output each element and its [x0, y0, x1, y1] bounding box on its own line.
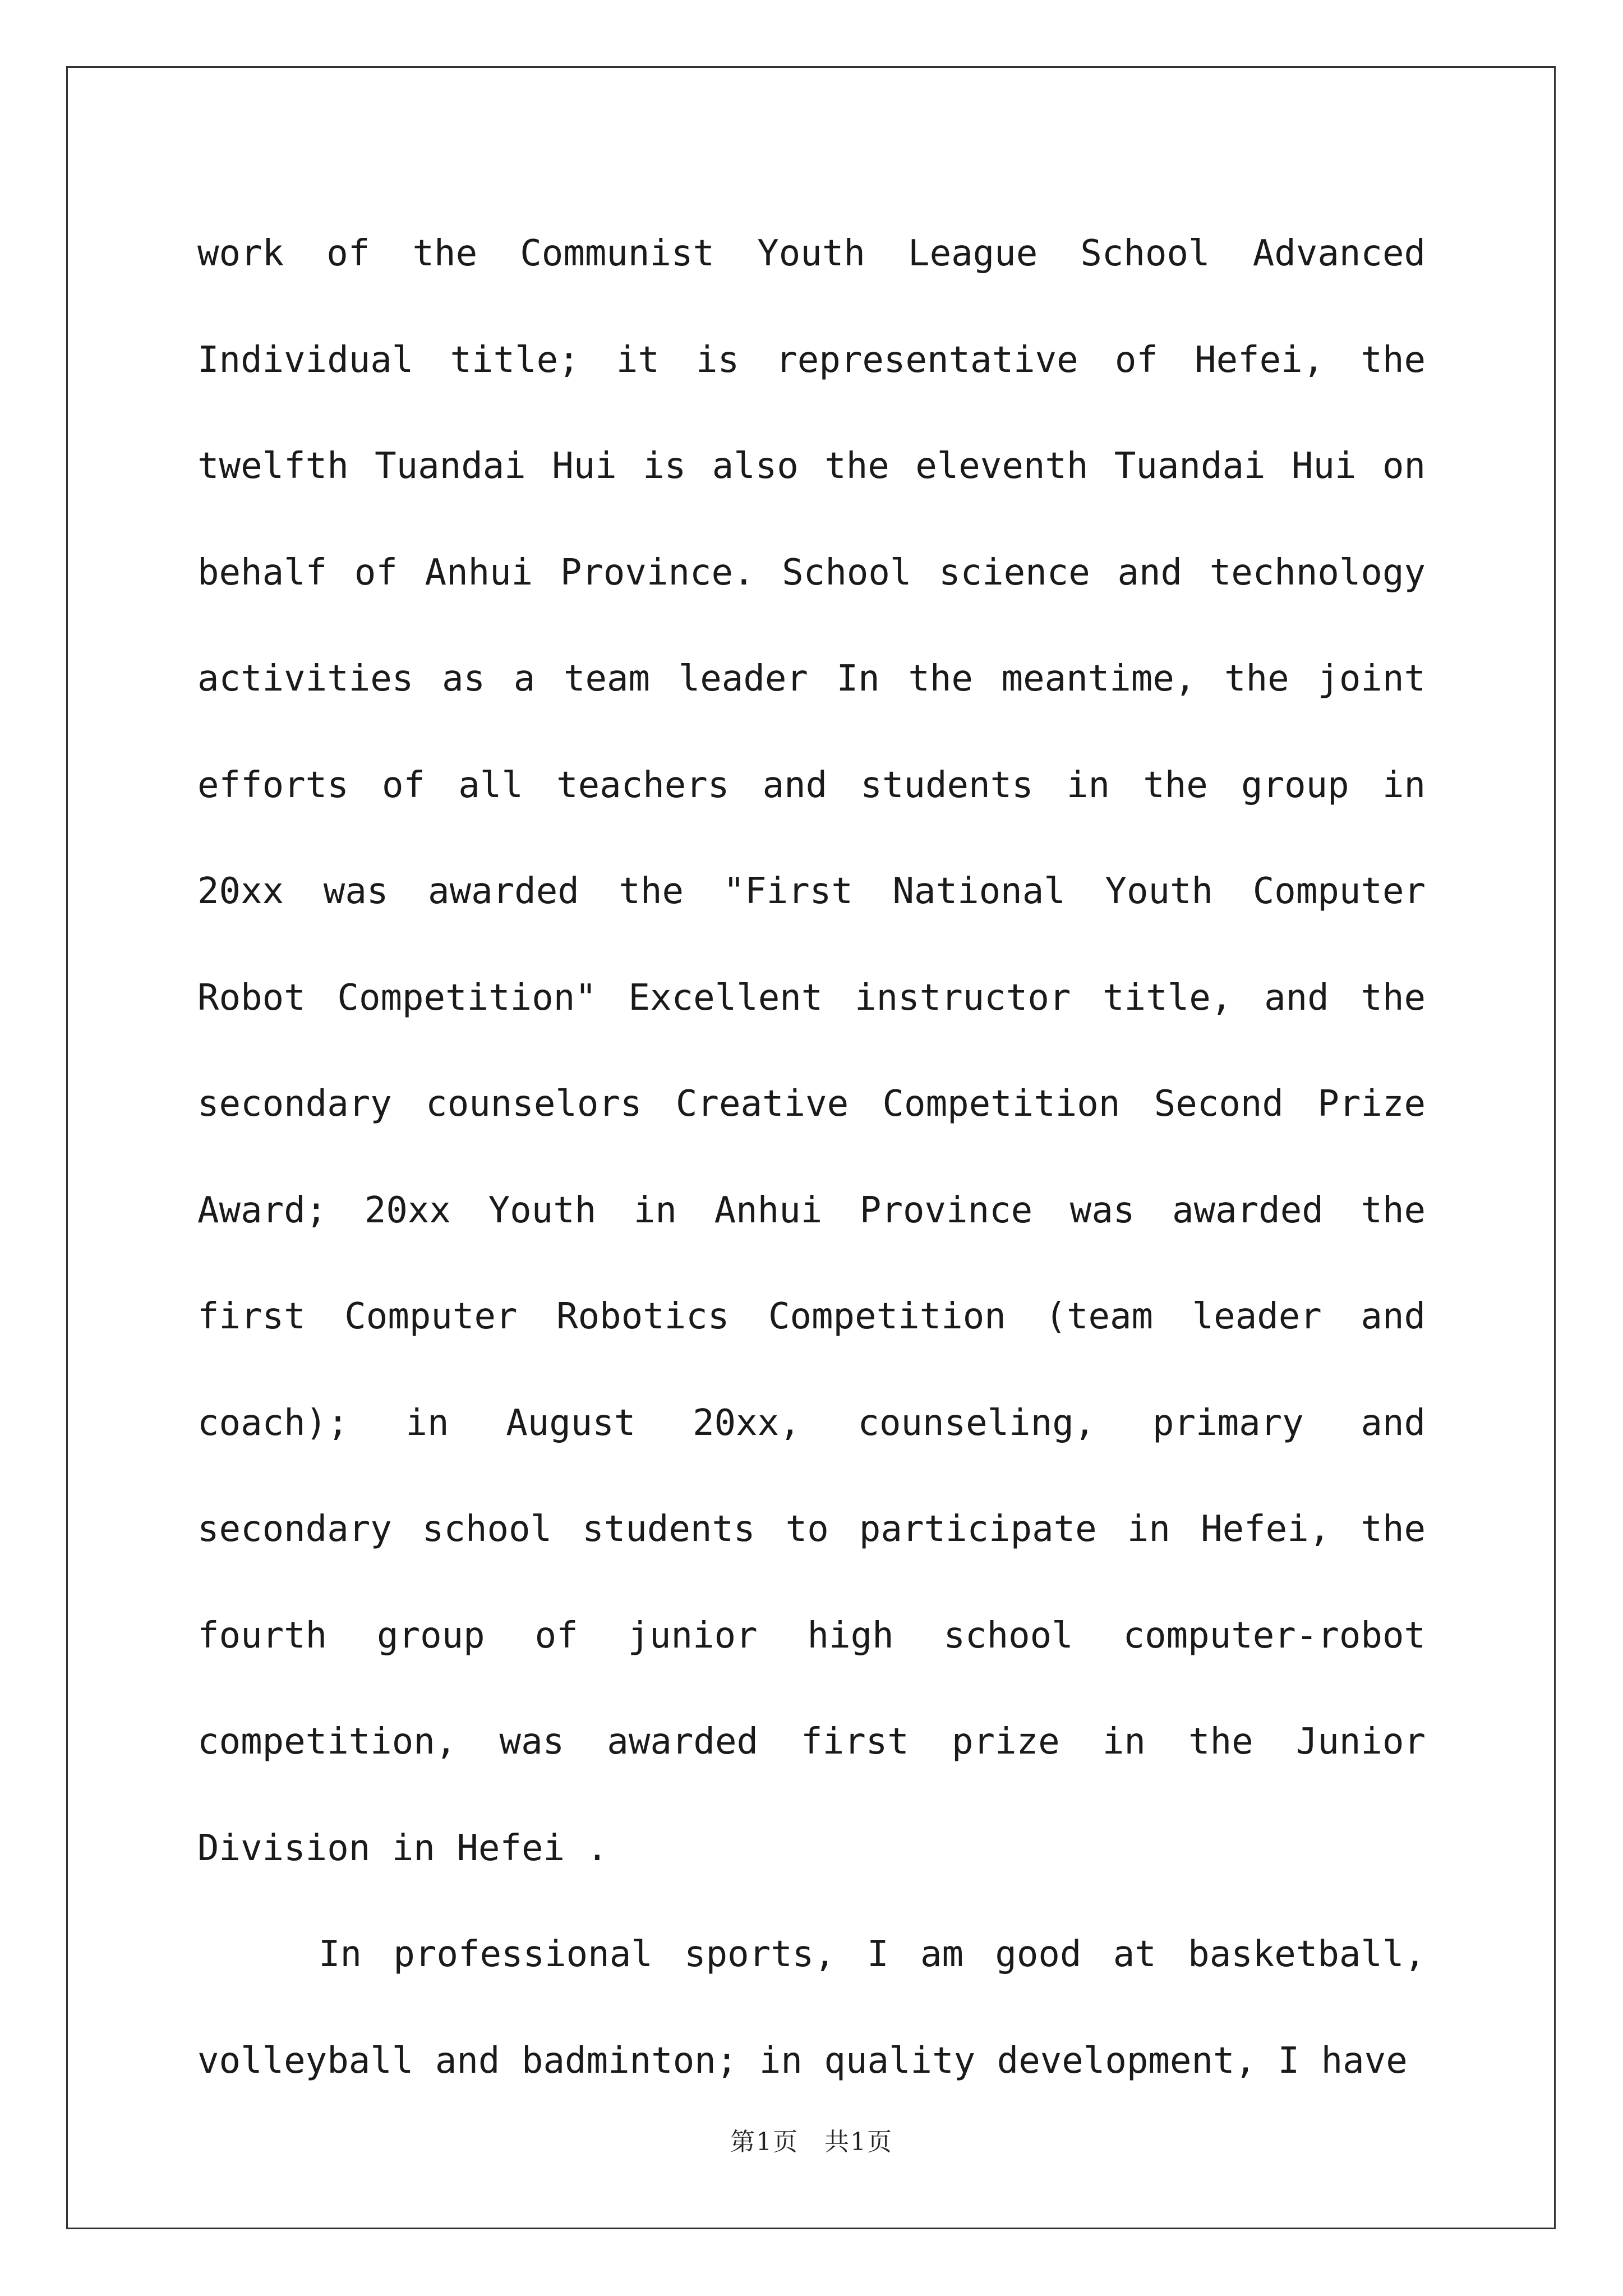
- document-body: [197, 201, 1426, 2114]
- page-footer: [0, 2122, 1623, 2157]
- paragraph-1: work of the Communist Youth League School Advanced Individual title; it is representative of Hefei, the twelfth Tuandai Hui is also the eleventh Tuandai Hui on behalf of Anhui Province. School science and technology activities as a team leader In the meantime, the joint efforts of all teachers and students in the group in 20xx was awarded the "First National Youth Computer Robot Competition" Excellent instructor title, and the secondary counselors Creative Competition Second Prize Award; 20xx Youth in Anhui Province was awarded the first Computer Robotics Competition (team leader and coach); in August 20xx, counseling, primary and secondary school students to participate in Hefei, the fourth group of junior high school computer-robot competition, was awarded first prize in the Junior Division in Hefei .: [197, 233, 1426, 1869]
- page-total: 共1页: [824, 2128, 893, 2156]
- page-number: 第1页: [730, 2128, 799, 2156]
- paragraph-2: In professional sports, I am good at basketball, volleyball and badminton; in quality development, I have: [197, 1934, 1426, 2082]
